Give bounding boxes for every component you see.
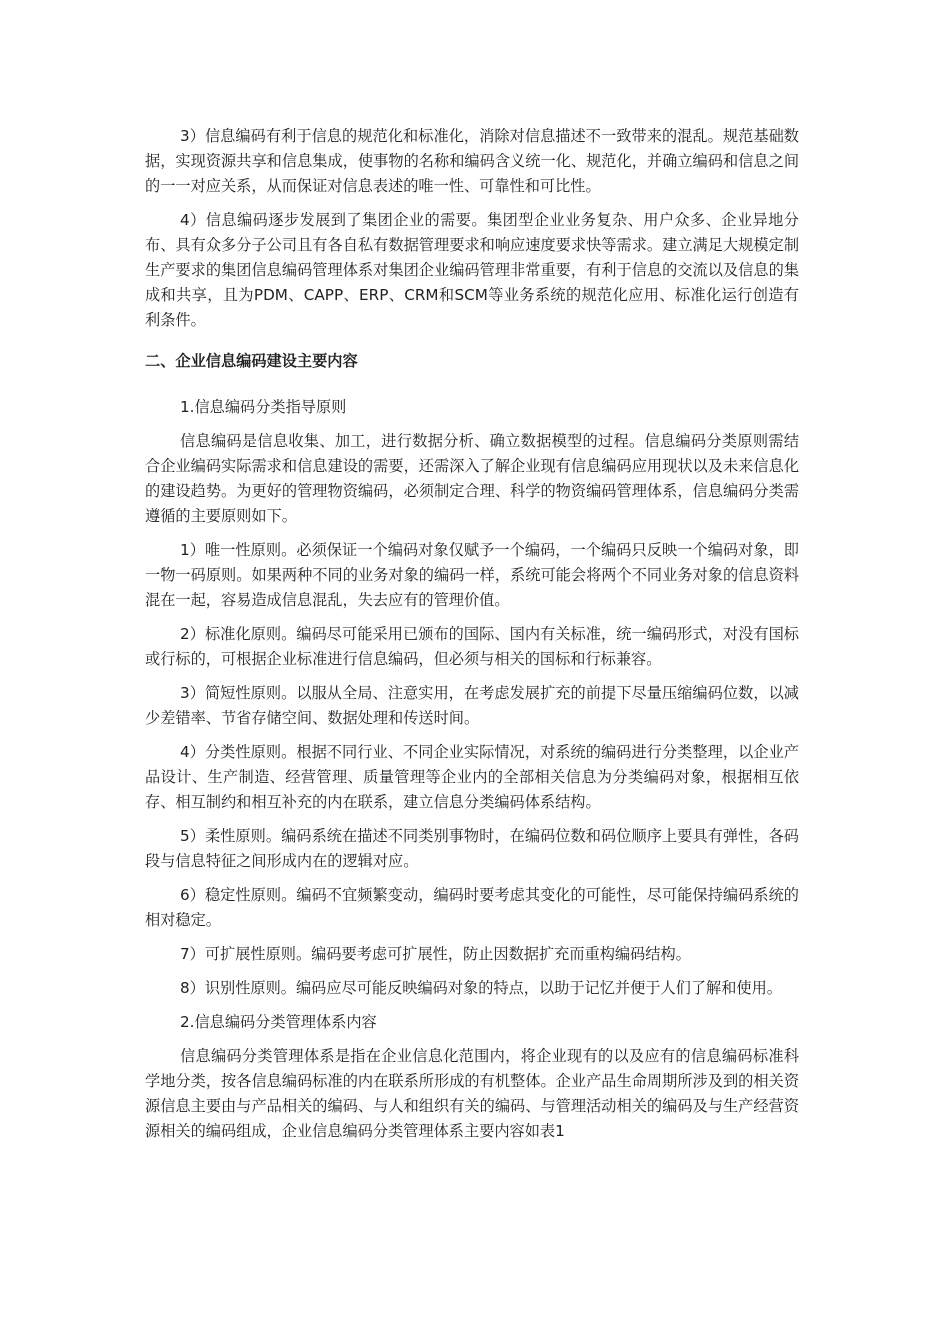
principle-standardization: 2）标准化原则。编码尽可能采用已颁布的国际、国内有关标准，统一编码形式，对没有国标或行标的，可根据企业标准进行信息编码，但必须与相关的国标和行标兼容。 — [145, 625, 799, 668]
principle-extensibility: 7）可扩展性原则。编码要考虑可扩展性，防止因数据扩充而重构编码结构。 — [180, 945, 691, 963]
paragraph-benefit-4: 4）信息编码逐步发展到了集团企业的需要。集团型企业业务复杂、用户众多、企业异地分布、具有众多分子公司且有各自私有数据管理要求和响应速度要求快等需求。建立满足大规模定制生产要求的集团信息编码管理体系对集团企业编码管理非常重要，有利于信息的交流以及信息的集成和共享，且为PDM、CAPP、ERP、CRM和SCM等业务系统的规范化应用、标准化运行创造有利条件。 — [145, 211, 799, 329]
paragraph-system-intro: 信息编码分类管理体系是指在企业信息化范围内，将企业现有的以及应有的信息编码标准科学地分类，按各信息编码标准的内在联系所形成的有机整体。企业产品生命周期所涉及到的相关资源信息主要由与产品相关的编码、与人和组织有关的编码、与管理活动相关的编码及与生产经营资源相关的编码组成，企业信息编码分类管理体系主要内容如表1 — [145, 1047, 799, 1140]
principle-stability: 6）稳定性原则。编码不宜频繁变动，编码时要考虑其变化的可能性，尽可能保持编码系统的相对稳定。 — [145, 886, 799, 929]
subsection-title-principles: 1.信息编码分类指导原则 — [180, 398, 347, 416]
principle-identifiability: 8）识别性原则。编码应尽可能反映编码对象的特点，以助于记忆并便于人们了解和使用。 — [180, 979, 782, 997]
paragraph-benefit-3: 3）信息编码有利于信息的规范化和标准化，消除对信息描述不一致带来的混乱。规范基础数据，实现资源共享和信息集成，使事物的名称和编码含义统一化、规范化，并确立编码和信息之间的一一对应关系，从而保证对信息表述的唯一性、可靠性和可比性。 — [145, 127, 799, 195]
section-title: 二、企业信息编码建设主要内容 — [145, 352, 358, 370]
principle-flexibility: 5）柔性原则。编码系统在描述不同类别事物时，在编码位数和码位顺序上要具有弹性，各码段与信息特征之间形成内在的逻辑对应。 — [145, 827, 799, 870]
principle-classification: 4）分类性原则。根据不同行业、不同企业实际情况，对系统的编码进行分类整理，以企业产品设计、生产制造、经营管理、质量管理等企业内的全部相关信息为分类编码对象，根据相互依存、相互制约和相互补充的内在联系，建立信息分类编码体系结构。 — [145, 743, 799, 811]
document-body — [145, 124, 799, 1153]
principle-uniqueness: 1）唯一性原则。必须保证一个编码对象仅赋予一个编码，一个编码只反映一个编码对象，即一物一码原则。如果两种不同的业务对象的编码一样，系统可能会将两个不同业务对象的信息资料混在一起，容易造成信息混乱，失去应有的管理价值。 — [145, 541, 799, 609]
paragraph-principles-intro: 信息编码是信息收集、加工，进行数据分析、确立数据模型的过程。信息编码分类原则需结合企业编码实际需求和信息建设的需要，还需深入了解企业现有信息编码应用现状以及未来信息化的建设趋势。为更好的管理物资编码，必须制定合理、科学的物资编码管理体系，信息编码分类需遵循的主要原则如下。 — [145, 432, 799, 525]
subsection-title-system: 2.信息编码分类管理体系内容 — [180, 1013, 377, 1031]
principle-brevity: 3）简短性原则。以服从全局、注意实用，在考虑发展扩充的前提下尽量压缩编码位数，以减少差错率、节省存储空间、数据处理和传送时间。 — [145, 684, 799, 727]
